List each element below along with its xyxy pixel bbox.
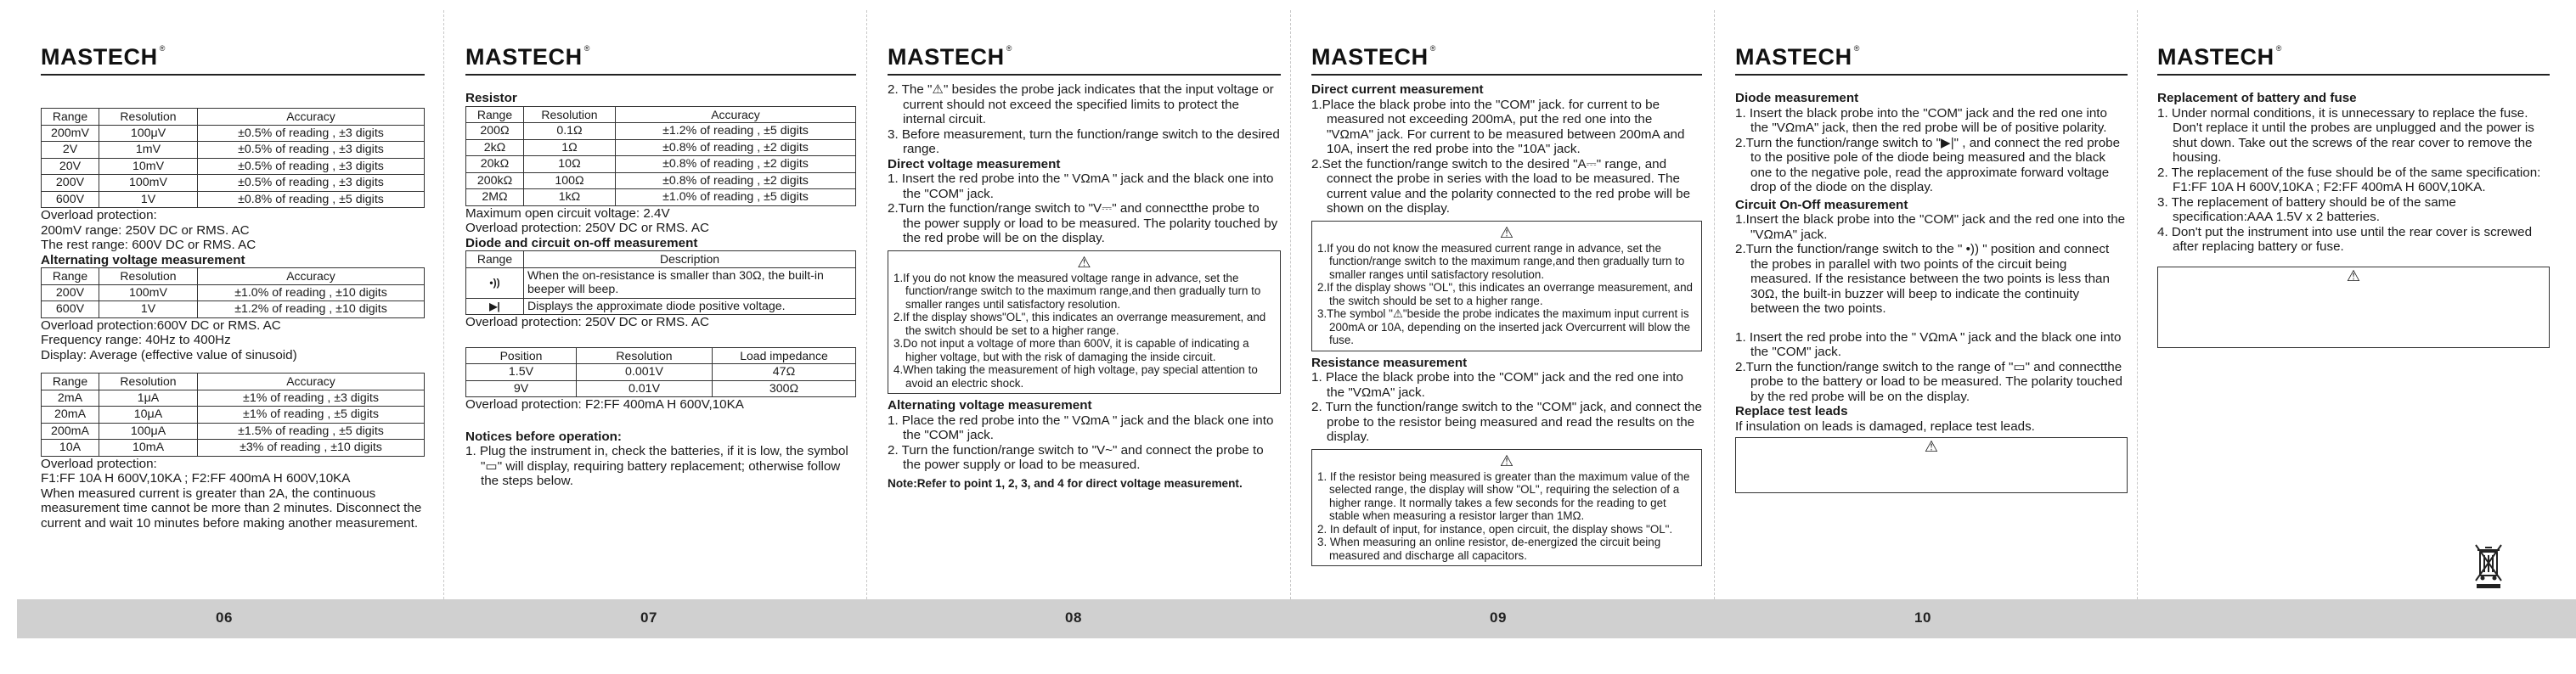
section-title: Resistance measurement	[1311, 355, 1468, 370]
header-rule	[888, 74, 1281, 76]
body-text: If insulation on leads is damaged, replace test leads.	[1735, 418, 2035, 434]
section-title: Replace test leads	[1735, 404, 1848, 418]
table-row: 9V 0.01V 300Ω	[466, 380, 856, 397]
brand-logo: MASTECH ®	[888, 44, 1012, 70]
table-header: Resolution	[577, 347, 713, 364]
note-text: When measured current is greater than 2A, the continuous measurement time cannot be more than 2 minutes. Disconnect the current and wait 10 minutes before making another measurement.	[41, 486, 422, 531]
warning-box	[1735, 437, 2128, 493]
table-header: Resolution	[99, 268, 198, 285]
table-row: 2mA 1μA ±1% of reading , ±3 digits	[42, 390, 425, 407]
warning-box	[1311, 449, 1702, 567]
section-title: Resistor	[465, 91, 517, 105]
brand-logo: MASTECH ®	[41, 44, 166, 70]
list-item: 3.Do not input a voltage of more than 600V, it is capable of indicating a higher voltage, but with the risk of damaging the inside circuit.	[893, 337, 1249, 363]
list-item: 2.Turn the function/range switch to "V⎓" and connectthe probe to the power supply or load to be measured. The polarity touched by the red probe will be on the display.	[888, 201, 1278, 245]
section-title: Direct current measurement	[1311, 82, 1484, 97]
footer-strip	[17, 599, 2576, 638]
list-item: 3. When measuring an online resistor, de-energized the circuit being measured and discharge all capacitors.	[1317, 536, 1661, 562]
table-header: Range	[42, 374, 99, 390]
header-rule	[465, 74, 856, 76]
table-header: Resolution	[524, 106, 616, 123]
warning-icon: ⚠	[1077, 253, 1091, 271]
table-header: Description	[524, 251, 856, 268]
page-number: 09	[1490, 609, 1507, 626]
section-title: Replacement of battery and fuse	[2157, 91, 2357, 105]
table-row: 2kΩ 1Ω ±0.8% of reading , ±2 digits	[466, 139, 856, 156]
table-row: 200Ω 0.1Ω ±1.2% of reading , ±5 digits	[466, 123, 856, 140]
weee-bin-icon	[2472, 540, 2506, 591]
header-rule	[41, 74, 425, 76]
table-header: Accuracy	[198, 374, 425, 390]
page-number: 10	[1914, 609, 1931, 626]
dc-voltage-table	[41, 108, 425, 208]
list-item: 1. Insert the red probe into the " VΩmA " jack and the black one into the "COM" jack.	[1735, 329, 2122, 359]
panel-separator	[1714, 10, 1715, 599]
table-row: 200mV 100μV ±0.5% of reading , ±3 digits	[42, 125, 425, 142]
table-header: Resolution	[99, 374, 198, 390]
note-text: Overload protection: 250V DC or RMS. AC	[465, 315, 709, 329]
panel-separator	[2137, 10, 2138, 599]
list-item: 3. The replacement of battery should be of the same specification:AAA 1.5V x 2 batteries.	[2157, 194, 2456, 224]
note-text: Overload protection: 250V DC or RMS. AC	[465, 221, 709, 235]
section-title: Diode measurement	[1735, 91, 1859, 105]
list-item: 1. Insert the black probe into the "COM" jack and the red one into the "VΩmA" jack, then the red probe will be of positive polarity.	[1735, 105, 2107, 135]
table-header: Load impedance	[713, 347, 856, 364]
header-rule	[1311, 74, 1702, 76]
warning-box	[888, 250, 1281, 395]
warning-icon: ⚠	[1499, 452, 1514, 469]
protection-title: Overload protection:	[41, 208, 157, 222]
list-item: 2.Turn the function/range switch to "▶|" , and connect the red probe to the positive pole of the diode being measured and the black one to the negative pole, read the approximate forward voltage drop of the diode on the display.	[1735, 135, 2121, 194]
table-row: 200mA 100μA ±1.5% of reading , ±5 digits	[42, 423, 425, 440]
list-item: 2. The "⚠" besides the probe jack indicates that the input voltage or current should not exceed the specified limits to protect the internal circuit.	[888, 82, 1274, 126]
table-row: 10A 10mA ±3% of reading , ±10 digits	[42, 440, 425, 457]
panel-separator	[866, 10, 867, 599]
table-row: 600V 1V ±0.8% of reading , ±5 digits	[42, 191, 425, 208]
brand-logo: MASTECH ®	[1735, 44, 1860, 70]
beeper-icon: •))	[466, 267, 524, 298]
header-rule	[2157, 74, 2550, 76]
list-item: 1. Under normal conditions, it is unnecessary to replace the fuse. Don't replace it until the probes are unplugged and the power is shut down. Take out the screws of the rear cover to remove the housing.	[2157, 105, 2534, 165]
list-item: 1.Place the black probe into the "COM" jack. for current to be measured not exceeding 200mA, put the red one into the "VΩmA" jack. For current to be measured between 200mA and 10A, insert the red probe into the "10A" jack.	[1311, 97, 1685, 156]
warning-icon: ⚠	[2346, 267, 2361, 284]
page-number: 08	[1065, 609, 1082, 626]
section-title: Circuit On-Off measurement	[1735, 197, 1908, 212]
diode-table	[465, 250, 856, 315]
note-text: Frequency range: 40Hz to 400Hz	[41, 333, 231, 347]
note-text: F1:FF 10A H 600V,10KA ; F2:FF 400mA H 600V,10KA	[41, 471, 351, 486]
table-header: Range	[42, 109, 99, 126]
table-row: 200V 100mV ±0.5% of reading , ±3 digits	[42, 175, 425, 192]
table-header: Position	[466, 347, 577, 364]
list-item: 2. The replacement of the fuse should be of the same specification: F1:FF 10A H 600V,10KA ; F2:FF 400mA H 600V,10KA.	[2157, 165, 2541, 194]
list-item: 1.Insert the black probe into the "COM" jack and the red one into the "VΩmA" jack.	[1735, 212, 2126, 242]
table-row: 2MΩ 1kΩ ±1.0% of reading , ±5 digits	[466, 189, 856, 206]
page-07-panel	[465, 0, 856, 599]
section-title: Alternating voltage measurement	[41, 252, 245, 267]
list-item: 4. Don't put the instrument into use until the rear cover is screwed after replacing battery or fuse.	[2157, 224, 2533, 254]
page-number: 07	[640, 609, 657, 626]
list-item: 3.The symbol "⚠"beside the probe indicates the maximum input current is 200mA or 10A, depending on the inserted jack Overcurrent will blow the fuse.	[1317, 307, 1691, 346]
protection-text: 200mV range: 250V DC or RMS. AC	[41, 222, 250, 238]
list-item: 2.If the display shows "OL", this indicates an overrange measurement, and the switch should be set to a higher range.	[1317, 281, 1693, 307]
list-item: 2.Set the function/range switch to the desired "A⎓" range, and connect the probe in series with the load to be measured. The current value and the polarity connected to the red probe will be shown on the display.	[1311, 156, 1691, 216]
section-title: Diode and circuit on-off measurement	[465, 235, 698, 250]
section-title: Notices before operation:	[465, 429, 622, 444]
table-header: Accuracy	[198, 268, 425, 285]
list-item: 1. Place the red probe into the " VΩmA " jack and the black one into the "COM" jack.	[888, 413, 1274, 442]
dc-current-table	[41, 373, 425, 457]
brand-logo: MASTECH ®	[1311, 44, 1436, 70]
list-item: 1.If you do not know the measured voltage range in advance, set the function/range switch to the maximum range,and then gradually turn to smaller ranges until satisfactory resolution.	[893, 271, 1261, 311]
panel-separator	[1290, 10, 1291, 599]
battery-test-table	[465, 347, 856, 398]
ac-voltage-table	[41, 267, 425, 318]
list-item: 1. Insert the red probe into the " VΩmA " jack and the black one into the "COM" jack.	[888, 171, 1274, 201]
note-text: Display: Average (effective value of sinusoid)	[41, 347, 297, 362]
page-06-panel	[41, 0, 425, 599]
note-text: Overload protection:	[41, 456, 157, 471]
page-09-panel	[1311, 0, 1702, 599]
table-row: 1.5V 0.001V 47Ω	[466, 364, 856, 381]
note-text: Overload protection: F2:FF 400mA H 600V,10KA	[465, 397, 744, 412]
table-row: 200V 100mV ±1.0% of reading , ±10 digits	[42, 284, 425, 301]
table-row: •)) When the on-resistance is smaller than 30Ω, the built-in beeper will beep.	[466, 267, 856, 298]
list-item: 1. Plug the instrument in, check the batteries, if it is low, the symbol "▭" will display, requiring battery replacement; otherwise follow the steps below.	[465, 444, 848, 488]
table-row: 2V 1mV ±0.5% of reading , ±3 digits	[42, 142, 425, 159]
page-10-panel	[1735, 0, 2128, 599]
note-text: Maximum open circuit voltage: 2.4V	[465, 205, 670, 221]
note-text: Overload protection:600V DC or RMS. AC	[41, 317, 281, 333]
panel-separator	[443, 10, 444, 599]
page-11-panel	[2157, 0, 2550, 599]
page-08-panel	[888, 0, 1281, 599]
table-row: 20kΩ 10Ω ±0.8% of reading , ±2 digits	[466, 156, 856, 173]
list-item: 2. In default of input, for instance, open circuit, the display shows "OL".	[1317, 522, 1673, 536]
list-item: 4.When taking the measurement of high voltage, pay special attention to avoid an electric shock.	[893, 363, 1258, 390]
list-item: 2. Turn the function/range switch to the "COM" jack, and connect the probe to the resistor being measured and read the results on the display.	[1311, 400, 1702, 444]
list-item: 1. Place the black probe into the "COM" jack and the red one into the "VΩmA" jack.	[1311, 370, 1683, 400]
list-item: 1. If the resistor being measured is greater than the maximum value of the selected range, the display will show "OL", requiring the selection of a higher range. It normally takes a few seconds for the reading to get stable when measuring a resistor larger than 1MΩ.	[1317, 469, 1690, 522]
warning-box	[1311, 221, 1702, 351]
section-title: Alternating voltage measurement	[888, 398, 1092, 413]
page-number: 06	[216, 609, 233, 626]
table-row: 20V 10mV ±0.5% of reading , ±3 digits	[42, 158, 425, 175]
warning-box	[2157, 267, 2550, 348]
list-item: 3. Before measurement, turn the function/range switch to the desired range.	[888, 126, 1280, 156]
warning-icon: ⚠	[1499, 223, 1514, 241]
brand-logo: MASTECH ®	[2157, 44, 2282, 70]
table-header: Accuracy	[198, 109, 425, 126]
diode-icon: ▶|	[466, 298, 524, 315]
list-item: 2.Turn the function/range switch to the range of "▭" and connectthe probe to the battery or load to be measured. The polarity touched by the red probe will be on the display.	[1735, 359, 2122, 404]
list-item: 2. Turn the function/range switch to "V~" and connect the probe to the power supply or load to be measured.	[888, 442, 1264, 472]
list-item: 2.Turn the function/range switch to the " •)) " position and connect the probes in parallel with two points of the circuit being measured. If the resistance between the two points is less than 30Ω, the built-in buzzer will beep to indicate the continuity between the two points.	[1735, 242, 2110, 316]
table-header: Range	[42, 268, 99, 285]
table-row: 200kΩ 100Ω ±0.8% of reading , ±2 digits	[466, 172, 856, 189]
warning-icon: ⚠	[1924, 438, 1939, 455]
resistor-table	[465, 106, 856, 206]
table-row: ▶| Displays the approximate diode positive voltage.	[466, 298, 856, 315]
list-item: 2.If the display shows"OL", this indicates an overrange measurement, and the switch should be set to a higher range.	[893, 311, 1266, 337]
table-row: 600V 1V ±1.2% of reading , ±10 digits	[42, 301, 425, 318]
table-header: Range	[466, 106, 524, 123]
table-header: Resolution	[99, 109, 198, 126]
table-header: Accuracy	[616, 106, 856, 123]
brand-logo: MASTECH ®	[465, 44, 590, 70]
list-item: 1.If you do not know the measured current range in advance, set the function/range switch to the maximum range,and then gradually turn to smaller ranges until satisfactory resolution.	[1317, 241, 1685, 281]
table-header: Range	[466, 251, 524, 268]
protection-text: The rest range: 600V DC or RMS. AC	[41, 238, 256, 252]
note-text: Note:Refer to point 1, 2, 3, and 4 for direct voltage measurement.	[888, 476, 1243, 490]
header-rule	[1735, 74, 2128, 76]
section-title: Direct voltage measurement	[888, 156, 1061, 171]
table-row: 20mA 10μA ±1% of reading , ±5 digits	[42, 407, 425, 424]
